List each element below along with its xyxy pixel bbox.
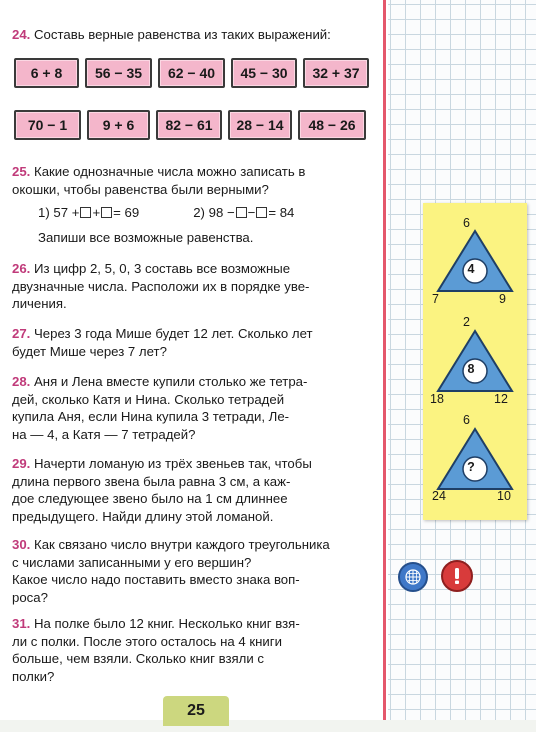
- equation-1: [38, 205, 139, 220]
- task-text: Какие однозначные числа можно записать в окошки, чтобы равенства были верными?: [12, 164, 306, 197]
- expression-row-1: [14, 58, 369, 88]
- task-text: Запиши все возможные равенства.: [38, 230, 254, 245]
- task-24: [12, 26, 331, 44]
- bottom-band: [0, 720, 536, 732]
- triangle-figure: [436, 427, 514, 491]
- triangle-right-number: 10: [497, 489, 511, 503]
- expression-card: 9 + 6: [87, 110, 150, 140]
- equation-part: 57 +: [53, 205, 80, 220]
- task-number: 25.: [12, 164, 31, 179]
- task-text: Через 3 года Мише будет 12 лет. Сколько лет будет Мише через 7 лет?: [12, 326, 313, 359]
- triangle-center-number: ?: [467, 460, 475, 474]
- triangle-top-number: 6: [463, 216, 470, 230]
- task-text: Как связано число внутри каждого треугольника с числами записанными у его вершин? Какое число надо поставить вместо знака воп- роса?: [12, 537, 330, 605]
- expression-card: 70 − 1: [14, 110, 81, 140]
- task-number: 31.: [12, 616, 31, 631]
- task-number: 26.: [12, 261, 31, 276]
- task-number: 28.: [12, 374, 31, 389]
- task-number: 24.: [12, 27, 31, 42]
- equation-part: 98 −: [208, 205, 235, 220]
- equation-label: 1): [38, 205, 50, 220]
- triangle-right-number: 12: [494, 392, 508, 406]
- expression-card: 45 − 30: [231, 58, 297, 88]
- blank-box: [236, 207, 247, 218]
- task-text: На полке было 12 книг. Несколько книг взя- ли с полки. После этого осталось на 4 книги больше, чем взяли. Сколько книг взяли с полки?: [12, 616, 300, 684]
- expression-card: 56 − 35: [85, 58, 152, 88]
- expression-card: 6 + 8: [14, 58, 79, 88]
- equations-row: [38, 205, 294, 220]
- exclamation-icon: [441, 560, 473, 592]
- expression-card: 48 − 26: [298, 110, 366, 140]
- task-number: 27.: [12, 326, 31, 341]
- task-text: Из цифр 2, 5, 0, 3 составь все возможные двузначные числа. Расположи их в порядке уве- личения.: [12, 261, 310, 311]
- expression-row-2: [14, 110, 366, 140]
- expression-card: 82 − 61: [156, 110, 222, 140]
- equation-part: +: [92, 205, 101, 220]
- equation-2: [193, 205, 294, 220]
- expression-card: 62 − 40: [158, 58, 225, 88]
- expression-card: 32 + 37: [303, 58, 369, 88]
- equation-part: −: [247, 205, 256, 220]
- task-25: [12, 163, 305, 198]
- task-25-note: [38, 229, 253, 247]
- triangle-left-number: 24: [432, 489, 446, 503]
- grid-globe-icon: [398, 562, 428, 592]
- equation-part: = 84: [268, 205, 295, 220]
- task-number: 30.: [12, 537, 31, 552]
- task-26: [12, 260, 309, 313]
- triangles-card: [423, 203, 527, 520]
- triangle-left-number: 18: [430, 392, 444, 406]
- equation-part: = 69: [113, 205, 140, 220]
- expression-card: 28 − 14: [228, 110, 292, 140]
- triangle-center-number: 8: [467, 362, 475, 376]
- triangle-top-number: 2: [463, 315, 470, 329]
- triangle-figure: [436, 229, 514, 293]
- task-text: Аня и Лена вместе купили столько же тетра- дей, сколько Катя и Нина. Сколько тетрадей купила Аня, если Нина купила 3 тетради, Ле- на — 4, а Катя — 7 тетрадей?: [12, 374, 308, 442]
- triangle-center-number: 4: [467, 262, 475, 276]
- task-31: [12, 615, 300, 685]
- task-29: [12, 455, 312, 525]
- margin-line: [383, 0, 386, 732]
- task-28: [12, 373, 307, 443]
- blank-box: [256, 207, 267, 218]
- task-text: Составь верные равенства из таких выражений:: [34, 27, 331, 42]
- task-30: [12, 536, 330, 606]
- triangle-top-number: 6: [463, 413, 470, 427]
- task-text: Начерти ломаную из трёх звеньев так, чтобы длина первого звена была равна 3 см, а каж- дое следующее звено было на 1 см длиннее предыдущего. Найди длину этой ломаной.: [12, 456, 312, 524]
- task-number: 29.: [12, 456, 31, 471]
- blank-box: [80, 207, 91, 218]
- triangle-right-number: 9: [499, 292, 506, 306]
- triangle-figure: [436, 329, 514, 393]
- task-27: [12, 325, 313, 360]
- triangle-left-number: 7: [432, 292, 439, 306]
- page-number: 25: [163, 696, 229, 726]
- equation-label: 2): [193, 205, 205, 220]
- blank-box: [101, 207, 112, 218]
